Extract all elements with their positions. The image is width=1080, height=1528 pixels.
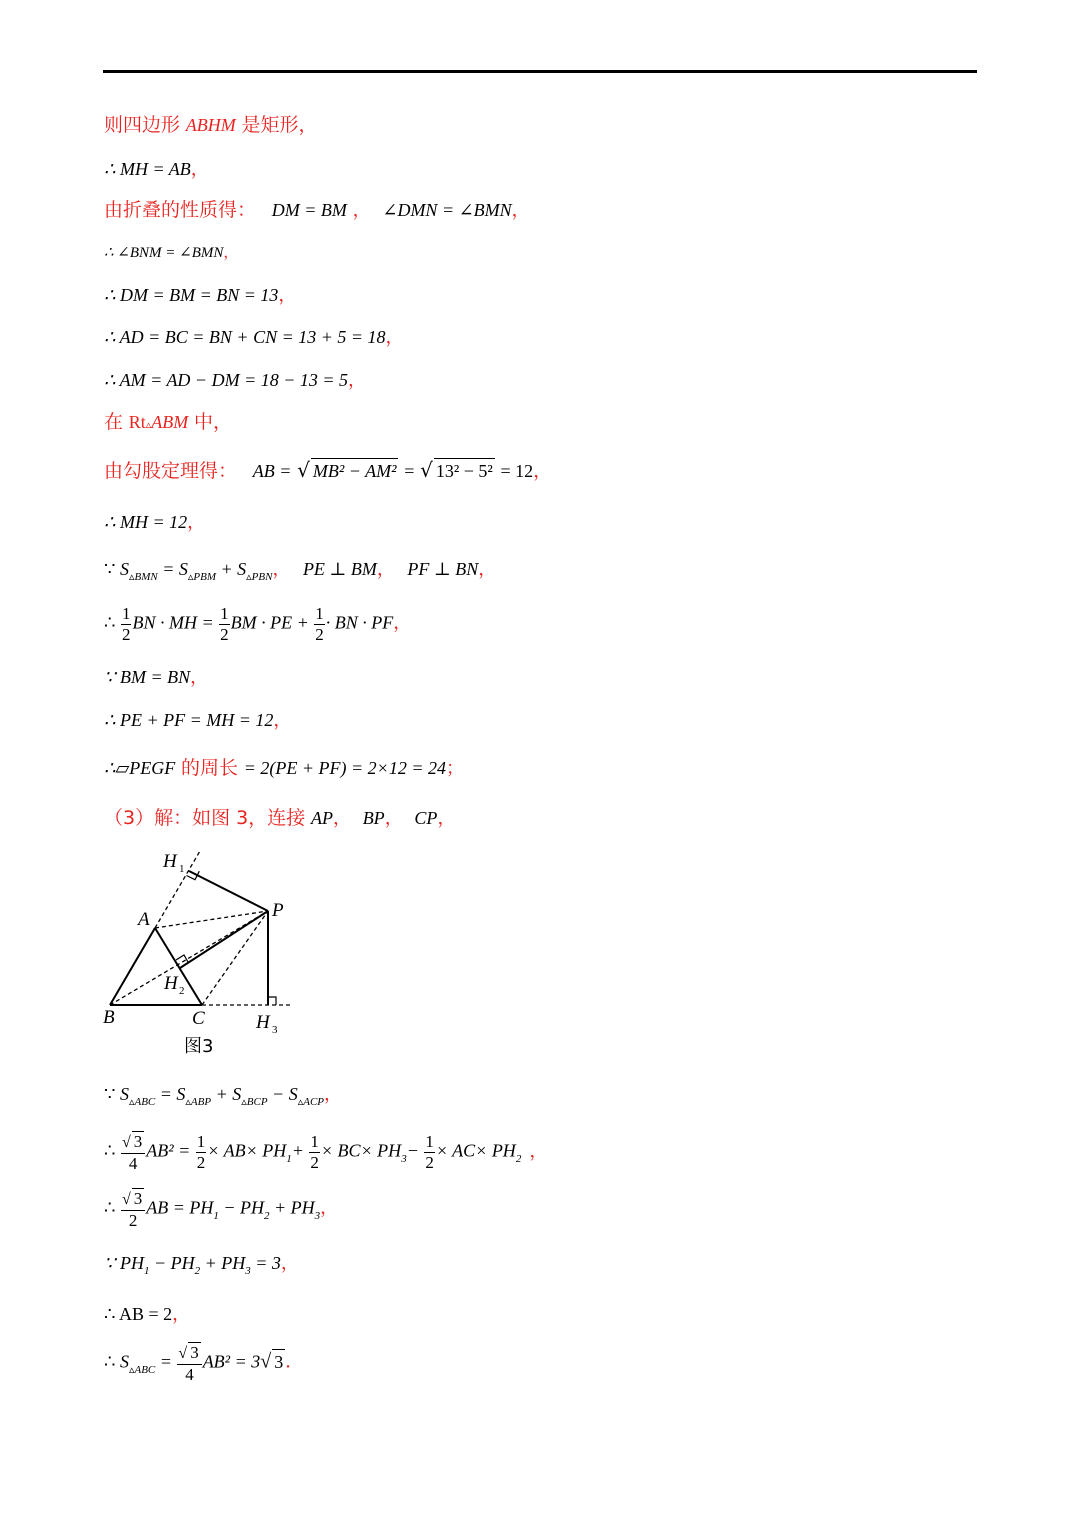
line-angle (104, 241, 238, 265)
punct: ， (529, 1140, 548, 1161)
segment-bp (110, 911, 268, 1005)
fraction: $\frac{1}{2}$ (196, 1132, 206, 1172)
math: ABM (151, 412, 189, 432)
subscript: ▵PBN (246, 571, 273, 583)
subscript: 3 (245, 1265, 251, 1277)
math: AB = (252, 461, 292, 481)
punct: ， (172, 1304, 191, 1324)
punct: ， (511, 200, 530, 220)
math: AP (310, 808, 333, 828)
text-cn: 则四边形 (104, 114, 181, 136)
subscript: 2 (264, 1209, 270, 1222)
math: CP (414, 808, 438, 828)
line-ph-sum (104, 1251, 299, 1278)
line-bm-bn (104, 665, 208, 689)
math: DM = BM (271, 200, 347, 220)
math: BP (362, 808, 385, 828)
punct: ， (393, 612, 412, 633)
line-folding (104, 198, 530, 223)
math: ∴ AD = BC = BN + CN = 13 + 5 = 18 (104, 327, 386, 347)
segment-ab (110, 928, 155, 1005)
radical-icon: √ (297, 458, 310, 482)
line-half-products (104, 604, 411, 645)
line-pythagoras (104, 458, 551, 484)
math: ∴ DM = BM = BN = 13 (104, 285, 279, 305)
math: × AC× PH (435, 1140, 516, 1161)
fraction: $\frac{√ 3}{2}$ (121, 1188, 145, 1231)
math: − (406, 1140, 419, 1161)
text-cn: 由折叠的性质得： (104, 199, 257, 221)
punct: ， (385, 327, 404, 347)
line-mh-12 (104, 510, 205, 534)
subscript: ▵ABC (128, 1363, 156, 1376)
subscript: 3 (314, 1209, 321, 1222)
subscript: ▵ACP (297, 1096, 324, 1108)
segment-ph1 (189, 871, 268, 911)
punct: ， (320, 1197, 339, 1218)
fraction: $\frac{1}{2}$ (315, 604, 324, 644)
radicand: 13² − 5² (434, 458, 495, 483)
math: ∴ MH = AB (104, 159, 191, 179)
math: × AB× PH (207, 1140, 287, 1161)
fraction: $\frac{1}{2}$ (310, 1132, 319, 1172)
math: PF ⊥ BN (407, 559, 479, 579)
line-area-sum (104, 557, 496, 584)
geometry-figure (100, 845, 300, 1060)
subscript: 1 (213, 1209, 219, 1222)
radicand: 3 (272, 1349, 285, 1374)
math: ∠DMN = ∠BMN (382, 200, 512, 220)
subscript: 2 (194, 1265, 201, 1277)
label-p: P (272, 900, 284, 921)
math: AB = PH (146, 1197, 214, 1218)
label-h2: H (164, 973, 178, 994)
fraction: $\frac{1}{2}$ (425, 1132, 434, 1172)
line-ad (104, 325, 404, 349)
math: − PH (153, 1253, 195, 1273)
math-abhm: ABHM (185, 115, 236, 135)
label-h3: H (256, 1012, 270, 1033)
text-cn: 是矩形， (241, 114, 318, 136)
punct: ， (223, 245, 239, 261)
line-am (104, 368, 366, 392)
math: = (159, 1351, 172, 1372)
math: ∴▱PEGF (104, 758, 176, 778)
figure-caption: 图3 (184, 1036, 214, 1057)
therefore-symbol: ∴ (104, 612, 116, 633)
math: + PH (274, 1197, 315, 1218)
line-area-expansion (104, 1131, 547, 1174)
text-cn: 在 (104, 411, 124, 433)
math: S (119, 559, 129, 579)
math: S (119, 1084, 129, 1104)
fraction: $\frac{1}{2}$ (121, 604, 131, 644)
math: + (291, 1140, 304, 1161)
punct: ， (187, 512, 206, 532)
radical-icon: √ (420, 458, 433, 482)
label-b: B (103, 1007, 115, 1028)
label-h1: H (163, 851, 177, 872)
line-dm (104, 283, 296, 307)
line-perimeter (104, 756, 464, 781)
label-h1-index: 1 (179, 863, 185, 875)
subscript: 1 (143, 1265, 150, 1277)
punct: ； (445, 758, 464, 778)
math: BN · MH = (132, 612, 214, 633)
subscript: 3 (401, 1152, 407, 1165)
math: ∵ BM = BN (104, 667, 191, 687)
punct: ， (272, 559, 291, 579)
subscript: ▵ABP (185, 1096, 212, 1108)
punct: ， (376, 559, 395, 579)
header-rule (103, 70, 977, 73)
math: ∴ PE + PF = MH = 12 (104, 710, 274, 730)
text-cn: 的周长 (181, 757, 239, 779)
therefore-symbol: ∴ (104, 1197, 116, 1218)
punct: ， (352, 200, 371, 220)
punct: ， (324, 1084, 342, 1104)
line-ab-2 (104, 1302, 190, 1326)
math: − PH (223, 1197, 265, 1218)
therefore-symbol: ∴ (104, 1351, 116, 1372)
math: AB² = 3 (202, 1351, 261, 1372)
subscript: 1 (286, 1152, 292, 1165)
label-c: C (192, 1008, 205, 1029)
fraction: $\frac{√ 3}{4}$ (177, 1342, 201, 1385)
line-mh-ab (104, 157, 209, 181)
punct: ， (280, 1253, 299, 1273)
punct: ， (348, 370, 367, 390)
line-ab-relation (104, 1188, 338, 1231)
math: + PH (204, 1253, 246, 1273)
punct: ， (190, 159, 209, 179)
therefore-symbol: ∴ (104, 1140, 116, 1161)
math: + S (215, 1084, 242, 1104)
segment-ap (155, 911, 268, 928)
extension-ba (155, 851, 200, 928)
math: · BN · PF (325, 612, 394, 633)
math: × BC× PH (320, 1140, 402, 1161)
math: + S (220, 559, 247, 579)
math: AB² = (146, 1140, 191, 1161)
math: = S (162, 559, 188, 579)
math: BM · PE + (230, 612, 309, 633)
punct: ， (478, 559, 497, 579)
math: ∴ AM = AD − DM = 18 − 13 = 5 (104, 370, 349, 390)
math: ∵ PH (104, 1253, 144, 1273)
result: = 12 (500, 461, 534, 481)
line-final-area (104, 1342, 303, 1385)
punct: ， (273, 710, 292, 730)
punct: ， (278, 285, 297, 305)
because-symbol: ∵ (104, 1084, 116, 1104)
radicand: MB² − AM² (311, 458, 399, 483)
punct: ， (190, 667, 209, 687)
label-a: A (138, 909, 150, 930)
punct: ， (533, 461, 552, 481)
punct: ， (332, 808, 351, 828)
math: = 3 (255, 1253, 281, 1273)
segment-cp (202, 911, 268, 1005)
punct: ． (285, 1351, 304, 1372)
math: ∴ AB = 2 (104, 1304, 173, 1324)
line-rt-abm (104, 410, 232, 437)
line-rectangle (104, 113, 317, 138)
math: = 2(PE + PF) = 2×12 = 24 (243, 758, 446, 778)
math: PE ⊥ BM (302, 559, 377, 579)
because-symbol: ∵ (104, 559, 116, 579)
subscript: 2 (515, 1152, 522, 1165)
subscript: ▵BMN (128, 571, 158, 583)
subscript: ▵BCP (241, 1096, 268, 1108)
math: = S (159, 1084, 186, 1104)
subscript: ▵ABC (128, 1096, 156, 1108)
math: ∴ ∠BNM = ∠BMN (104, 245, 224, 261)
text-cn: （3）解：如图 3，连接 (104, 807, 306, 829)
line-area-abc (104, 1082, 342, 1109)
math: S (119, 1351, 129, 1372)
triangle-icon: ▵ (145, 418, 152, 431)
punct: ， (384, 808, 403, 828)
fraction: $\frac{1}{2}$ (220, 604, 229, 644)
radical-icon: √ (260, 1350, 272, 1373)
right-angle-icon (268, 997, 276, 1005)
label-h3-index: 3 (272, 1024, 278, 1036)
punct: ， (437, 808, 456, 828)
text-cn: 由勾股定理得： (104, 460, 238, 482)
rt-label: Rt (128, 412, 146, 432)
fraction: $\frac{√ 3}{4}$ (121, 1131, 145, 1174)
line-part3 (104, 806, 455, 831)
subscript: ▵PBM (187, 571, 216, 583)
text-cn: 中， (194, 411, 233, 433)
line-pe-pf (104, 708, 291, 732)
math: − S (272, 1084, 298, 1104)
label-h2-index: 2 (179, 985, 185, 997)
math: ∴ MH = 12 (104, 512, 188, 532)
equals: = (404, 461, 415, 481)
